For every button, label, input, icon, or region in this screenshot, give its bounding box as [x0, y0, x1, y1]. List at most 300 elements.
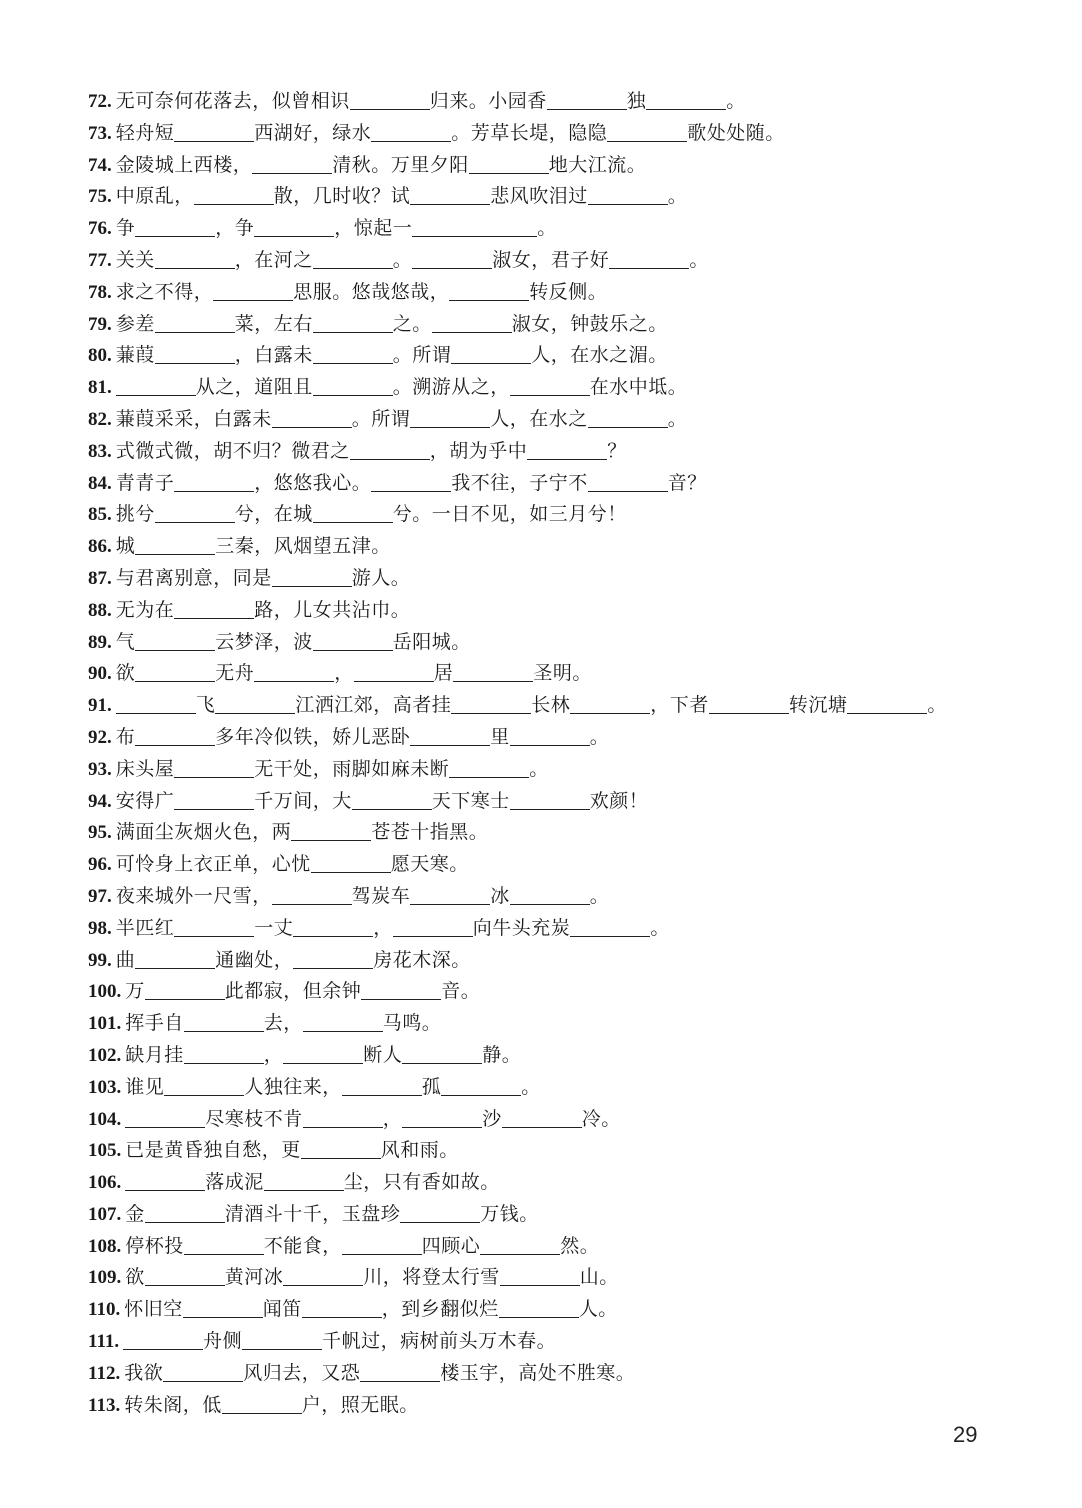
item-text: 。: [689, 248, 709, 271]
item-text: 尽寒枝不肯: [205, 1107, 303, 1130]
item-number: 76 .: [88, 218, 116, 239]
item-text: 人独往来，: [244, 1075, 342, 1098]
item-text: 安得广: [115, 789, 175, 812]
answer-blank[interactable]: [155, 248, 235, 269]
item-number: 112 .: [88, 1363, 124, 1384]
answer-blank[interactable]: [313, 312, 393, 333]
item-text: 不能食，: [263, 1234, 342, 1257]
item-text: 云梦泽，波: [215, 630, 313, 653]
item-text: 人，在水之: [490, 407, 588, 430]
answer-blank[interactable]: [410, 725, 490, 746]
item-text: ，: [373, 916, 393, 939]
answer-blank[interactable]: [480, 1234, 560, 1255]
exercise-item-96: [88, 849, 1048, 881]
answer-blank[interactable]: [570, 693, 650, 714]
item-text: 风和雨。: [380, 1139, 459, 1162]
answer-blank[interactable]: [242, 1329, 322, 1350]
answer-blank[interactable]: [499, 1297, 579, 1318]
answer-blank[interactable]: [354, 661, 434, 682]
item-text: 万: [125, 980, 145, 1003]
exercise-item-100: [88, 976, 1048, 1008]
item-text: 曲: [115, 948, 136, 971]
answer-blank[interactable]: [350, 89, 430, 110]
answer-blank[interactable]: [254, 216, 334, 237]
item-text: 清秋。万里夕阳: [332, 153, 469, 176]
answer-blank[interactable]: [547, 89, 627, 110]
answer-blank[interactable]: [174, 598, 254, 619]
item-text: 蒹葭采采，白露未: [115, 407, 272, 430]
answer-blank[interactable]: [469, 153, 549, 174]
item-text: 转朱阁，低: [124, 1393, 222, 1416]
item-text: ，: [263, 1043, 284, 1066]
item-text: 散，几时收？试: [273, 185, 411, 208]
item-text: 独: [626, 90, 647, 112]
item-text: 缺月挂: [125, 1043, 184, 1066]
answer-blank[interactable]: [500, 1265, 580, 1286]
answer-blank[interactable]: [303, 1011, 383, 1032]
item-text: 从之，道阻且: [195, 376, 313, 399]
exercise-item-110: [88, 1294, 1048, 1326]
item-text: 在水中坻。: [589, 376, 688, 399]
item-number: 75 .: [88, 186, 116, 207]
exercise-item-105: [88, 1135, 1048, 1167]
item-number: 90 .: [88, 663, 116, 684]
exercise-item-112: [88, 1358, 1048, 1390]
item-number: 110 .: [88, 1299, 124, 1320]
item-number: 102 .: [88, 1045, 125, 1066]
answer-blank[interactable]: [215, 693, 295, 714]
item-text: 悲风吹泪过: [490, 185, 588, 208]
answer-blank[interactable]: [174, 121, 254, 142]
exercise-item-83: [88, 436, 1048, 468]
answer-blank[interactable]: [174, 789, 254, 810]
item-text: ，白露未: [234, 344, 313, 367]
item-text: ？: [607, 439, 627, 462]
exercise-item-91: [88, 690, 1048, 722]
exercise-list: [88, 86, 1048, 1421]
item-text: 求之不得，: [115, 280, 214, 303]
answer-blank[interactable]: [184, 1043, 264, 1064]
exercise-item-72: [88, 86, 1048, 118]
answer-blank[interactable]: [510, 789, 590, 810]
item-text: 兮。一日不见，如三月兮！: [392, 503, 627, 526]
answer-blank[interactable]: [213, 280, 293, 301]
item-number: 88 .: [88, 600, 116, 621]
item-text: ，惊起一: [334, 217, 413, 240]
item-text: 与君离别意，同是: [115, 566, 272, 589]
answer-blank[interactable]: [145, 979, 225, 1000]
answer-blank[interactable]: [412, 216, 537, 237]
answer-blank[interactable]: [360, 1361, 440, 1382]
item-text: ，争: [215, 217, 255, 240]
answer-blank[interactable]: [272, 884, 352, 905]
answer-blank[interactable]: [527, 439, 607, 460]
answer-blank[interactable]: [184, 1011, 264, 1032]
item-text: 。芳草长堤，隐隐: [451, 121, 608, 144]
answer-blank[interactable]: [510, 375, 590, 396]
item-text: 关关: [115, 248, 155, 271]
item-text: 居: [433, 662, 454, 685]
exercise-item-89: [88, 627, 1048, 659]
item-number: 104 .: [88, 1109, 125, 1130]
item-text: 欲: [115, 662, 136, 685]
item-text: ，到乡翻似烂: [381, 1298, 499, 1321]
item-text: 冰: [490, 884, 510, 907]
item-text: 无干处，雨脚如麻未断: [254, 757, 450, 780]
answer-blank[interactable]: [155, 343, 235, 364]
item-text: 欲: [125, 1266, 145, 1289]
item-text: 去，: [263, 1012, 303, 1035]
exercise-item-75: [88, 181, 1048, 213]
answer-blank[interactable]: [402, 1107, 482, 1128]
answer-blank[interactable]: [283, 1265, 363, 1286]
exercise-item-95: [88, 817, 1048, 849]
item-text: 之。: [392, 312, 432, 335]
answer-blank[interactable]: [361, 979, 441, 1000]
item-text: 沙: [482, 1107, 502, 1130]
answer-blank[interactable]: [313, 375, 393, 396]
exercise-item-80: [88, 340, 1048, 372]
exercise-item-102: [88, 1040, 1048, 1072]
item-text: 苍苍十指黑。: [371, 821, 489, 844]
item-text: 然。: [560, 1234, 600, 1257]
answer-blank[interactable]: [293, 948, 373, 969]
answer-blank[interactable]: [116, 693, 196, 714]
answer-blank[interactable]: [272, 566, 352, 587]
item-text: 欢颜！: [589, 789, 649, 812]
item-number: 86 .: [88, 536, 116, 557]
answer-blank[interactable]: [155, 312, 235, 333]
answer-blank[interactable]: [291, 820, 371, 841]
answer-blank[interactable]: [135, 630, 215, 651]
item-text: 我欲: [124, 1361, 164, 1384]
item-text: 淑女，钟鼓乐之。: [511, 312, 668, 335]
item-text: 无为在: [115, 598, 175, 621]
item-number: 97 .: [88, 886, 116, 907]
exercise-item-74: [88, 150, 1048, 182]
item-number: 80 .: [88, 345, 116, 366]
item-number: 83 .: [88, 441, 116, 462]
answer-blank[interactable]: [311, 852, 391, 873]
item-text: 孤: [421, 1075, 442, 1098]
item-number: 109 .: [88, 1267, 125, 1288]
item-text: 谁见: [125, 1075, 165, 1098]
item-text: 金: [125, 1202, 145, 1225]
exercise-item-81: [88, 372, 1048, 404]
item-text: 闻笛: [262, 1298, 302, 1321]
answer-blank[interactable]: [402, 1043, 482, 1064]
item-number: 96 .: [88, 854, 116, 875]
answer-blank[interactable]: [164, 1075, 244, 1096]
answer-blank[interactable]: [352, 789, 432, 810]
item-number: 84 .: [88, 473, 116, 494]
answer-blank[interactable]: [125, 1170, 205, 1191]
exercise-item-101: [88, 1008, 1048, 1040]
answer-blank[interactable]: [272, 407, 352, 428]
answer-blank[interactable]: [135, 534, 215, 555]
item-text: 。: [927, 694, 947, 717]
exercise-item-113: [88, 1390, 1048, 1422]
item-number: 78 .: [88, 282, 116, 303]
answer-blank[interactable]: [451, 693, 531, 714]
answer-blank[interactable]: [302, 1297, 382, 1318]
item-text: 游人。: [351, 566, 411, 589]
item-text: 。: [589, 725, 610, 748]
answer-blank[interactable]: [847, 693, 927, 714]
item-text: 一丈: [254, 916, 294, 939]
answer-blank[interactable]: [451, 343, 531, 364]
exercise-item-86: [88, 531, 1048, 563]
answer-blank[interactable]: [116, 375, 196, 396]
item-text: 气: [115, 630, 136, 653]
item-text: 半匹红: [115, 916, 175, 939]
item-text: 青青子: [115, 471, 175, 494]
answer-blank[interactable]: [174, 757, 254, 778]
item-text: 驾炭车: [351, 884, 411, 907]
answer-blank[interactable]: [135, 725, 215, 746]
answer-blank[interactable]: [510, 884, 590, 905]
answer-blank[interactable]: [709, 693, 789, 714]
item-number: 77 .: [88, 250, 116, 271]
item-number: 108 .: [88, 1236, 125, 1257]
item-text: ，下者: [650, 694, 709, 717]
answer-blank[interactable]: [135, 661, 215, 682]
item-text: 地大江流。: [548, 153, 647, 176]
answer-blank[interactable]: [502, 1107, 582, 1128]
item-text: 四顾心: [421, 1234, 481, 1257]
item-text: 兮，在城: [234, 503, 313, 526]
answer-blank[interactable]: [313, 248, 393, 269]
item-text: 无舟: [215, 662, 255, 685]
answer-blank[interactable]: [607, 121, 687, 142]
answer-blank[interactable]: [588, 471, 668, 492]
exercise-item-94: [88, 786, 1048, 818]
item-number: 89 .: [88, 632, 116, 653]
item-text: 转沉塘: [788, 694, 848, 717]
exercise-item-90: [88, 658, 1048, 690]
answer-blank[interactable]: [222, 1393, 302, 1414]
exercise-item-73: [88, 118, 1048, 150]
answer-blank[interactable]: [449, 280, 529, 301]
item-number: 98 .: [88, 918, 116, 939]
item-text: 岳阳城。: [392, 630, 471, 653]
exercise-item-109: [88, 1262, 1048, 1294]
item-text: 思服。悠哉悠哉，: [293, 280, 450, 303]
answer-blank[interactable]: [194, 184, 274, 205]
item-text: 里: [490, 725, 510, 748]
answer-blank[interactable]: [174, 916, 254, 937]
item-text: 布: [115, 725, 136, 748]
item-text: 长林: [531, 694, 571, 717]
item-number: 79 .: [88, 314, 116, 335]
exercise-item-92: [88, 722, 1048, 754]
item-number: 105 .: [88, 1140, 125, 1161]
answer-blank[interactable]: [174, 471, 254, 492]
item-text: 夜来城外一尺雪，: [115, 884, 272, 907]
answer-blank[interactable]: [412, 248, 492, 269]
item-text: 断人: [363, 1043, 403, 1066]
answer-blank[interactable]: [313, 343, 393, 364]
item-text: 冷。: [581, 1107, 621, 1130]
answer-blank[interactable]: [410, 184, 490, 205]
exercise-item-78: [88, 277, 1048, 309]
answer-blank[interactable]: [453, 661, 533, 682]
item-text: 金陵城上西楼，: [115, 153, 253, 176]
answer-blank[interactable]: [441, 1075, 521, 1096]
exercise-item-99: [88, 945, 1048, 977]
answer-blank[interactable]: [350, 439, 430, 460]
answer-blank[interactable]: [163, 1361, 243, 1382]
item-text: 歌处处随。: [687, 121, 785, 144]
item-text: 风归去，又恐: [243, 1361, 361, 1384]
item-number: 99 .: [88, 950, 116, 971]
answer-blank[interactable]: [125, 1107, 205, 1128]
item-text: 菜，左右: [234, 312, 313, 335]
answer-blank[interactable]: [145, 1265, 225, 1286]
answer-blank[interactable]: [342, 1234, 422, 1255]
item-text: 。: [521, 1075, 541, 1098]
exercise-item-84: [88, 468, 1048, 500]
item-text: 尘，只有香如故。: [343, 1171, 500, 1194]
item-text: 。: [650, 916, 670, 939]
answer-blank[interactable]: [342, 1075, 422, 1096]
item-text: 。: [726, 90, 746, 112]
answer-blank[interactable]: [293, 916, 373, 937]
answer-blank[interactable]: [410, 884, 490, 905]
exercise-item-97: [88, 881, 1048, 913]
item-text: ，悠悠我心。: [254, 471, 372, 494]
item-text: 。溯游从之，: [392, 376, 510, 399]
answer-blank[interactable]: [135, 948, 215, 969]
exercise-item-108: [88, 1231, 1048, 1263]
item-text: 舟侧: [203, 1330, 243, 1353]
item-text: 城: [115, 535, 136, 558]
item-number: 82 .: [88, 409, 116, 430]
item-text: 可怜身上衣正单，心忧: [115, 853, 311, 876]
exercise-item-85: [88, 499, 1048, 531]
answer-blank[interactable]: [183, 1297, 263, 1318]
answer-blank[interactable]: [252, 153, 332, 174]
item-text: 万钱。: [480, 1202, 539, 1225]
item-text: 参差: [115, 312, 155, 335]
answer-blank[interactable]: [184, 1234, 264, 1255]
item-text: 怀旧空: [124, 1298, 183, 1321]
item-text: 转反侧。: [529, 280, 608, 303]
exercise-item-98: [88, 913, 1048, 945]
item-text: 千帆过，病树前头万木春。: [322, 1330, 557, 1353]
item-text: 。: [667, 185, 688, 208]
answer-blank[interactable]: [449, 757, 529, 778]
item-text: ，: [334, 662, 354, 685]
item-text: 此都寂，但余钟: [224, 980, 362, 1003]
answer-blank[interactable]: [393, 916, 473, 937]
exercise-item-111: [88, 1326, 1048, 1358]
item-text: 天下寒士: [431, 789, 510, 812]
item-text: 黄河冰: [224, 1266, 284, 1289]
answer-blank[interactable]: [313, 630, 393, 651]
exercise-item-106: [88, 1167, 1048, 1199]
answer-blank[interactable]: [301, 1138, 381, 1159]
answer-blank[interactable]: [371, 471, 451, 492]
item-text: 淑女，君子好: [492, 248, 610, 271]
answer-blank[interactable]: [588, 407, 668, 428]
item-number: 94 .: [88, 791, 116, 812]
item-text: 多年冷似铁，娇儿恶卧: [215, 725, 411, 748]
answer-blank[interactable]: [254, 661, 334, 682]
answer-blank[interactable]: [283, 1043, 363, 1064]
item-text: 归来。小园香: [429, 90, 547, 112]
item-text: 。所谓: [392, 344, 452, 367]
item-text: 。: [537, 217, 557, 240]
item-text: 床头屋: [115, 757, 175, 780]
item-text: ，在河之: [234, 248, 313, 271]
item-text: 落成泥: [205, 1171, 264, 1194]
item-number: 93 .: [88, 759, 116, 780]
answer-blank[interactable]: [145, 1202, 225, 1223]
item-text: 飞: [195, 694, 216, 717]
item-text: 圣明。: [533, 662, 592, 685]
item-text: 式微式微，胡不归？微君之: [115, 439, 350, 462]
answer-blank[interactable]: [400, 1202, 480, 1223]
item-text: 音？: [667, 471, 707, 494]
exercise-item-107: [88, 1199, 1048, 1231]
item-number: 106 .: [88, 1172, 125, 1193]
answer-blank[interactable]: [135, 216, 215, 237]
item-text: 西湖好，绿水: [254, 121, 372, 144]
answer-blank[interactable]: [264, 1170, 344, 1191]
answer-blank[interactable]: [123, 1329, 203, 1350]
item-text: 蒹葭: [115, 344, 155, 367]
exercise-item-82: [88, 404, 1048, 436]
answer-blank[interactable]: [570, 916, 650, 937]
answer-blank[interactable]: [510, 725, 590, 746]
item-number: 103 .: [88, 1077, 125, 1098]
answer-blank[interactable]: [155, 502, 235, 523]
item-text: 户，照无眠。: [301, 1393, 419, 1416]
item-number: 107 .: [88, 1204, 125, 1225]
item-text: 静。: [482, 1043, 522, 1066]
answer-blank[interactable]: [313, 502, 393, 523]
item-number: 85 .: [88, 504, 116, 525]
item-number: 91 .: [88, 695, 116, 716]
answer-blank[interactable]: [410, 407, 490, 428]
answer-blank[interactable]: [646, 89, 726, 110]
item-text: 我不往，子宁不: [451, 471, 588, 494]
item-text: 。所谓: [351, 407, 411, 430]
item-text: 。: [392, 248, 413, 271]
item-text: 。: [529, 757, 549, 780]
item-text: 挑兮: [115, 503, 155, 526]
answer-blank[interactable]: [588, 184, 668, 205]
exercise-item-77: [88, 245, 1048, 277]
item-text: 满面尘灰烟火色，两: [115, 821, 292, 844]
item-text: 中原乱，: [115, 185, 194, 208]
exercise-item-87: [88, 563, 1048, 595]
answer-blank[interactable]: [371, 121, 451, 142]
item-text: 马鸣。: [382, 1012, 442, 1035]
item-number: 92 .: [88, 727, 116, 748]
answer-blank[interactable]: [303, 1107, 383, 1128]
item-text: ，: [382, 1107, 403, 1130]
exercise-item-104: [88, 1104, 1048, 1136]
item-text: 川，将登太行雪: [363, 1266, 500, 1289]
answer-blank[interactable]: [432, 312, 512, 333]
item-text: 三秦，风烟望五津。: [215, 535, 391, 558]
item-text: 通幽处，: [215, 948, 294, 971]
answer-blank[interactable]: [609, 248, 689, 269]
item-number: 113 .: [88, 1395, 124, 1416]
item-text: 人。: [578, 1298, 618, 1321]
